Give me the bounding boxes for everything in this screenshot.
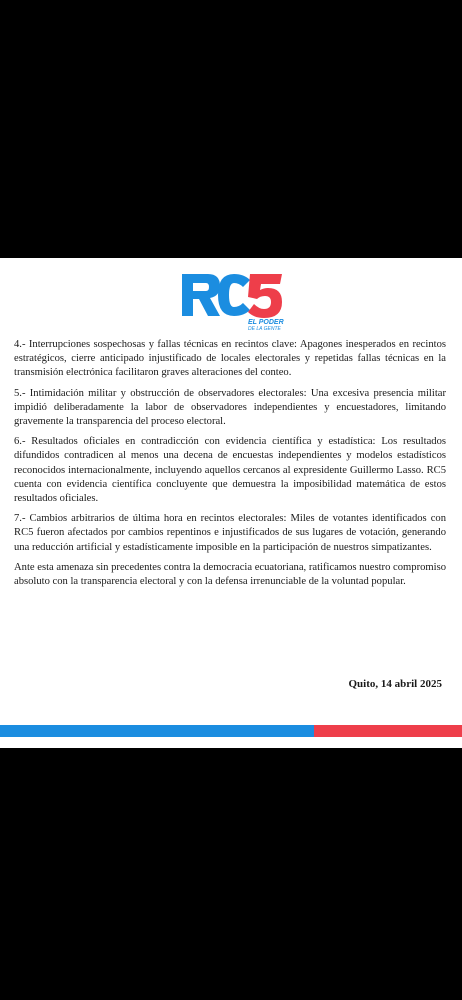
paragraph-point-5: 5.- Intimidación militar y obstrucción de observadores electorales: Una excesiva presencia militar impidió deliberadamente la labor de observadores independientes y encuestadores, limitando gravemente la transparencia del proceso electoral. (14, 387, 446, 428)
document-page (0, 258, 462, 748)
logo-digit-5 (248, 274, 282, 318)
rc5-logo-icon (178, 266, 288, 332)
logo-letter-c (218, 274, 250, 316)
logo-tagline-1: EL PODER (248, 319, 284, 326)
paragraph-point-6: 6.- Resultados oficiales en contradicción con evidencia científica y estadística: Los resultados difundidos contradicen al menos una decena de encuestas independientes y modelos estadísticos reconocidos internacionalmente, incluyendo aquellos cercanos al expresidente Guillermo Lasso. RC5 cuenta con evidencia científica concluyente que demuestra la imposibilidad matemática de estos resultados oficiales. (14, 436, 446, 505)
footer-bar-red (314, 725, 462, 737)
place-date-signature: Quito, 14 abril 2025 (348, 678, 442, 690)
paragraph-closing: Ante esta amenaza sin precedentes contra la democracia ecuatoriana, ratificamos nuestro compromiso absoluto con la transparencia electoral y con la defensa irrenunciable de la voluntad popular. (14, 561, 446, 588)
paragraph-point-4: 4.- Interrupciones sospechosas y fallas técnicas en recintos clave: Apagones inesperados en recintos estratégicos, cierre anticipado injustificado de locales electorales y repetidas fallas técnicas en la transmisión electrónica facilitaron graves alteraciones del conteo. (14, 339, 446, 379)
paragraph-point-7: 7.- Cambios arbitrarios de última hora en recintos electorales: Miles de votantes identificados con RC5 fueron afectados por cambios repentinos e injustificados de sus lugares de votación, generando una reducción artificial y estadísticamente imposible en la participación de nuestros simpatizantes. (14, 513, 446, 553)
statement-body (14, 338, 446, 595)
logo-tagline-2: DE LA GENTE (248, 326, 281, 332)
footer-bar-blue (0, 725, 314, 737)
logo-letter-r (182, 274, 220, 316)
rc5-logo (178, 266, 288, 332)
